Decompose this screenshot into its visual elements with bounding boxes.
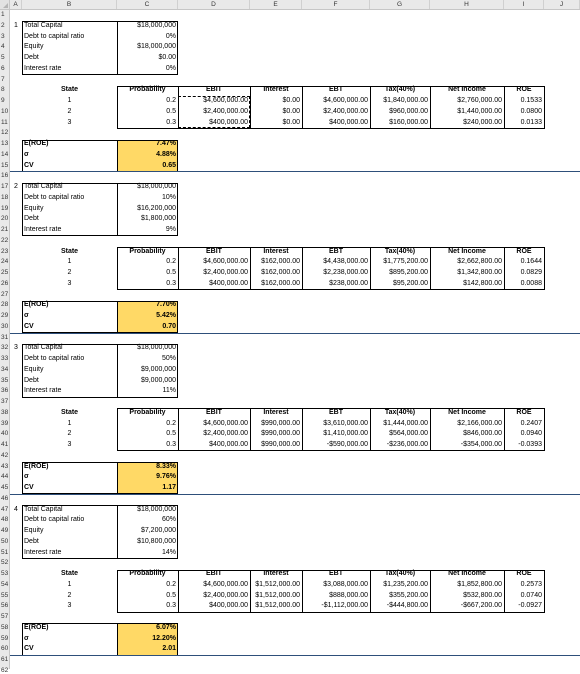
scenario-separator [10,494,580,495]
row-header-41[interactable]: 41 [1,441,9,448]
select-all-corner[interactable] [0,0,10,9]
stat-value[interactable]: 0.70 [162,322,176,330]
ebt-header[interactable]: EBT [329,247,343,255]
stat-label[interactable]: σ [24,312,29,319]
ebt-header[interactable]: EBT [329,408,343,416]
stat-label[interactable]: E(ROE) [24,623,49,631]
interest-value[interactable]: $1,512,000.00 [255,580,300,588]
stat-label[interactable]: E(ROE) [24,301,49,309]
ebit-header[interactable]: EBIT [206,570,222,577]
tax-value[interactable]: $895,200.00 [389,269,428,276]
row-header-49[interactable]: 49 [1,527,9,534]
net-income-header[interactable]: Net Income [448,570,486,577]
ebit-value[interactable]: $400,000.00 [209,118,248,126]
ebit-value[interactable]: $2,400,000.00 [203,269,248,276]
state-value[interactable]: 2 [67,107,72,115]
interest-header[interactable]: Interest [263,247,289,255]
stat-label[interactable]: E(ROE) [24,462,49,470]
input-label[interactable]: Interest rate [24,64,62,72]
input-label[interactable]: Interest rate [24,387,62,395]
interest-value[interactable]: $162,000.00 [261,269,300,276]
row-header-18[interactable]: 18 [1,193,9,201]
state-value[interactable]: 3 [67,118,72,126]
column-header-a[interactable]: A [10,0,22,9]
row-header-26[interactable]: 26 [1,279,9,287]
row-header-6[interactable]: 6 [1,64,5,72]
column-header-g[interactable]: G [370,0,430,9]
ebit-header[interactable]: EBIT [206,247,222,255]
scenario-number[interactable]: 4 [14,505,18,513]
tax-value[interactable]: $564,000.00 [389,430,428,438]
ebit-value[interactable]: $400,000.00 [209,279,248,287]
row-header-43[interactable]: 43 [1,462,9,470]
stat-value[interactable]: 0.65 [162,161,176,169]
column-header-f[interactable]: F [302,0,370,9]
input-value[interactable]: 10% [161,193,176,201]
input-label[interactable]: Debt to capital ratio [24,193,85,201]
stat-value[interactable]: 1.17 [162,484,176,491]
net-income-value[interactable]: $846,000.00 [463,430,502,438]
input-label[interactable]: Equity [24,527,44,534]
probability-value[interactable]: 0.2 [166,419,176,427]
probability-header[interactable]: Probability [129,570,166,577]
net-income-value[interactable]: $1,440,000.00 [457,107,502,115]
row-header-4[interactable]: 4 [1,43,5,51]
probability-header[interactable]: Probability [129,408,166,416]
input-label[interactable]: Equity [24,43,44,51]
scenario-number[interactable]: 1 [14,21,18,29]
row-header-46[interactable]: 46 [1,494,9,502]
probability-value[interactable]: 0.3 [166,441,176,448]
roe-value[interactable]: 0.0800 [520,107,542,115]
interest-value[interactable]: $0.00 [282,97,300,104]
interest-value[interactable]: $990,000.00 [261,430,300,438]
ebit-value[interactable]: $2,400,000.00 [203,591,248,599]
state-value[interactable]: 2 [67,430,72,438]
ebt-header[interactable]: EBT [329,86,343,94]
row-header-40[interactable]: 40 [1,430,9,438]
stat-label[interactable]: CV [24,161,34,169]
interest-value[interactable]: $0.00 [282,118,300,126]
tax-header[interactable]: Tax(40%) [384,408,416,416]
ebit-header[interactable]: EBIT [206,86,222,94]
stat-value[interactable]: 4.88% [156,150,176,158]
state-value[interactable]: 1 [67,580,72,588]
input-value[interactable]: 14% [161,548,176,556]
roe-value[interactable]: 0.2407 [520,419,542,427]
roe-value[interactable]: 0.0133 [520,118,542,126]
state-value[interactable]: 2 [67,269,72,276]
input-value[interactable]: 60% [161,516,176,524]
column-header-b[interactable]: B [22,0,117,9]
roe-value[interactable]: 0.0088 [520,279,542,287]
net-income-value[interactable]: -$354,000.00 [460,441,502,448]
ebt-value[interactable]: $4,600,000.00 [323,97,368,104]
row-header-35[interactable]: 35 [1,376,9,384]
input-value[interactable]: $18,000,000 [137,43,176,51]
stat-value[interactable]: 6.07% [156,623,176,631]
input-label[interactable]: Debt to capital ratio [24,516,85,524]
probability-header[interactable]: Probability [129,86,166,94]
row-header-21[interactable]: 21 [1,226,9,233]
ebt-header[interactable]: EBT [329,570,343,577]
roe-value[interactable]: 0.0740 [520,591,542,599]
tax-value[interactable]: -$236,000.00 [386,441,428,448]
net-income-header[interactable]: Net Income [448,86,486,94]
state-value[interactable]: 1 [67,97,72,104]
row-header-45[interactable]: 45 [1,484,9,491]
tax-value[interactable]: -$444,800.00 [386,602,428,610]
input-value[interactable]: 50% [161,355,176,362]
row-header-57[interactable]: 57 [1,613,9,620]
input-value[interactable]: $18,000,000 [137,21,176,29]
probability-value[interactable]: 0.5 [166,591,176,599]
row-header-14[interactable]: 14 [1,150,9,158]
tax-value[interactable]: $355,200.00 [389,591,428,599]
roe-value[interactable]: 0.0829 [520,269,542,276]
row-header-55[interactable]: 55 [1,591,9,599]
tax-header[interactable]: Tax(40%) [384,247,416,255]
ebt-value[interactable]: $400,000.00 [329,118,368,126]
state-value[interactable]: 3 [67,441,72,448]
probability-value[interactable]: 0.2 [166,97,176,104]
row-header-15[interactable]: 15 [1,161,9,169]
input-label[interactable]: Interest rate [24,226,62,233]
net-income-value[interactable]: $142,800.00 [463,279,502,287]
ebit-value[interactable]: $2,400,000.00 [203,107,248,115]
interest-value[interactable]: $1,512,000.00 [255,591,300,599]
stat-value[interactable]: 12.20% [152,634,176,642]
row-header-39[interactable]: 39 [1,419,9,427]
scenario-number[interactable]: 3 [14,344,18,352]
row-header-29[interactable]: 29 [1,312,9,319]
ebt-value[interactable]: $2,400,000.00 [323,107,368,115]
row-header-33[interactable]: 33 [1,355,9,362]
row-header-19[interactable]: 19 [1,204,9,212]
row-header-20[interactable]: 20 [1,215,9,223]
scenario-separator [10,171,580,172]
stat-label[interactable]: σ [24,634,29,642]
tax-value[interactable]: $95,200.00 [392,279,428,287]
column-header-h[interactable]: H [430,0,504,9]
row-header-23[interactable]: 23 [1,247,9,255]
input-label[interactable]: Debt to capital ratio [24,355,85,362]
row-header-7[interactable]: 7 [1,75,5,83]
row-header-54[interactable]: 54 [1,580,9,588]
input-label[interactable]: Interest rate [24,548,62,556]
roe-value[interactable]: 0.1644 [520,258,542,266]
tax-value[interactable]: $1,840,000.00 [383,97,428,104]
ebt-value[interactable]: $238,000.00 [329,279,368,287]
net-income-value[interactable]: $240,000.00 [463,118,502,126]
row-header-28[interactable]: 28 [1,301,9,309]
input-value[interactable]: $18,000,000 [137,344,176,352]
roe-value[interactable]: 0.1533 [520,97,542,104]
stat-label[interactable]: CV [24,484,34,491]
stat-value[interactable]: 8.33% [156,462,176,470]
scenario-separator [10,333,580,334]
roe-header[interactable]: ROE [516,408,532,416]
column-header-j[interactable]: J [544,0,580,9]
state-header[interactable]: State [60,570,79,577]
ebit-value[interactable]: $4,600,000.00 [203,580,248,588]
input-label[interactable]: Total Capital [24,344,63,352]
input-label[interactable]: Debt [24,376,39,384]
row-header-22[interactable]: 22 [1,236,9,244]
ebt-value[interactable]: $3,088,000.00 [323,580,368,588]
net-income-value[interactable]: $1,852,800.00 [457,580,502,588]
row-header-11[interactable]: 11 [1,118,8,126]
input-value[interactable]: 0% [165,32,176,40]
ebit-header[interactable]: EBIT [206,408,222,416]
interest-header[interactable]: Interest [263,86,289,94]
row-header-50[interactable]: 50 [1,537,9,545]
state-value[interactable]: 1 [67,419,72,427]
row-header-31[interactable]: 31 [1,333,9,341]
net-income-header[interactable]: Net Income [448,408,486,416]
input-label[interactable]: Total Capital [24,21,63,29]
tax-header[interactable]: Tax(40%) [384,86,416,94]
row-header-17[interactable]: 17 [1,183,9,190]
tax-value[interactable]: $1,444,000.00 [383,419,428,427]
ebit-value[interactable]: $2,400,000.00 [203,430,248,438]
probability-value[interactable]: 0.2 [166,258,176,266]
row-header-51[interactable]: 51 [1,548,9,556]
stat-value[interactable]: 9.76% [156,473,176,481]
input-value[interactable]: $16,200,000 [137,204,176,212]
column-header-d[interactable]: D [178,0,250,9]
scenario-number[interactable]: 2 [14,183,18,190]
state-value[interactable]: 3 [67,279,72,287]
interest-header[interactable]: Interest [263,570,289,577]
row-header-27[interactable]: 27 [1,290,9,298]
ebit-value[interactable]: $4,600,000.00 [203,97,248,104]
ebit-value[interactable]: $4,600,000.00 [203,419,248,427]
row-header-5[interactable]: 5 [1,54,5,61]
net-income-value[interactable]: $2,166,000.00 [457,419,502,427]
probability-value[interactable]: 0.3 [166,279,176,287]
ebt-value[interactable]: $888,000.00 [329,591,368,599]
input-label[interactable]: Debt to capital ratio [24,32,85,40]
stat-value[interactable]: 5.42% [156,312,176,319]
tax-header[interactable]: Tax(40%) [384,570,416,577]
state-header[interactable]: State [60,408,79,416]
roe-header[interactable]: ROE [516,247,532,255]
net-income-header[interactable]: Net Income [448,247,486,255]
roe-header[interactable]: ROE [516,570,532,577]
probability-value[interactable]: 0.3 [166,118,176,126]
tax-value[interactable]: $1,775,200.00 [383,258,428,266]
ebt-value[interactable]: $2,238,000.00 [323,269,368,276]
tax-value[interactable]: $960,000.00 [389,107,428,115]
tax-value[interactable]: $1,235,200.00 [383,580,428,588]
row-header-53[interactable]: 53 [1,570,9,577]
row-header-34[interactable]: 34 [1,365,9,373]
row-header-1[interactable]: 1 [1,11,5,18]
stat-label[interactable]: σ [24,150,29,158]
row-header-60[interactable]: 60 [1,645,9,653]
input-value[interactable]: $1,800,000 [140,215,176,223]
input-label[interactable]: Total Capital [24,183,63,190]
input-value[interactable]: $9,000,000 [140,376,176,384]
ebt-value[interactable]: -$1,112,000.00 [321,602,368,610]
row-header-10[interactable]: 10 [1,107,9,115]
column-header-c[interactable]: C [117,0,178,9]
probability-value[interactable]: 0.5 [166,430,176,438]
ebt-value[interactable]: $4,438,000.00 [323,258,368,266]
input-value[interactable]: $7,200,000 [140,527,176,534]
input-value[interactable]: $18,000,000 [137,183,176,190]
input-label[interactable]: Equity [24,365,44,373]
column-header-i[interactable]: I [504,0,544,9]
input-label[interactable]: Debt [24,537,39,545]
roe-value[interactable]: -0.0393 [518,441,542,448]
stat-label[interactable]: CV [24,322,34,330]
row-header-59[interactable]: 59 [1,634,9,642]
input-value[interactable]: 11% [162,387,176,395]
row-header-38[interactable]: 38 [1,408,9,416]
stat-label[interactable]: E(ROE) [24,140,49,147]
scenario-separator [10,655,580,656]
row-header-44[interactable]: 44 [1,473,9,481]
ebit-value[interactable]: $400,000.00 [209,602,248,610]
input-value[interactable]: $10,800,000 [137,537,176,545]
row-header-9[interactable]: 9 [1,97,5,104]
roe-header[interactable]: ROE [516,86,532,94]
row-header-56[interactable]: 56 [1,602,9,610]
row-header-61[interactable]: 61 [1,656,9,663]
state-value[interactable]: 3 [67,602,72,610]
row-header-52[interactable]: 52 [1,559,9,567]
ebt-value[interactable]: $3,610,000.00 [323,419,368,427]
state-header[interactable]: State [60,247,79,255]
interest-value[interactable]: $162,000.00 [261,279,300,287]
input-label[interactable]: Total Capital [24,505,63,513]
net-income-value[interactable]: $1,342,800.00 [457,269,502,276]
row-header-16[interactable]: 16 [1,172,9,180]
ebit-value[interactable]: $400,000.00 [209,441,248,448]
row-header-25[interactable]: 25 [1,269,9,276]
input-value[interactable]: $0.00 [158,54,176,61]
row-header-47[interactable]: 47 [1,505,9,513]
interest-value[interactable]: $1,512,000.00 [255,602,300,610]
state-value[interactable]: 1 [67,258,72,266]
input-value[interactable]: 0% [165,64,176,72]
ebt-value[interactable]: $1,410,000.00 [323,430,368,438]
ebt-value[interactable]: -$590,000.00 [326,441,368,448]
stat-value[interactable]: 7.47% [156,140,176,147]
input-value[interactable]: $9,000,000 [140,365,176,373]
input-value[interactable]: $18,000,000 [137,505,176,513]
stat-label[interactable]: CV [24,645,34,653]
stat-value[interactable]: 2.01 [162,645,176,653]
row-header-8[interactable]: 8 [1,86,5,94]
input-label[interactable]: Debt [24,54,39,61]
row-header-58[interactable]: 58 [1,623,9,631]
ebit-value[interactable]: $4,600,000.00 [203,258,248,266]
row-header-37[interactable]: 37 [1,398,9,405]
input-value[interactable]: 9% [165,226,176,233]
row-header-48[interactable]: 48 [1,516,9,524]
net-income-value[interactable]: -$667,200.00 [460,602,502,610]
row-header-3[interactable]: 3 [1,32,5,40]
interest-value[interactable]: $162,000.00 [261,258,300,266]
interest-header[interactable]: Interest [263,408,289,416]
roe-value[interactable]: -0.0927 [518,602,542,610]
interest-value[interactable]: $990,000.00 [261,441,300,448]
row-header-30[interactable]: 30 [1,322,9,330]
row-header-13[interactable]: 13 [1,140,9,147]
row-header-2[interactable]: 2 [1,21,5,29]
stat-value[interactable]: 7.70% [156,301,176,309]
stat-label[interactable]: σ [24,473,29,481]
probability-header[interactable]: Probability [129,247,166,255]
net-income-value[interactable]: $532,800.00 [463,591,502,599]
probability-value[interactable]: 0.5 [166,269,176,276]
net-income-value[interactable]: $2,662,800.00 [457,258,502,266]
roe-value[interactable]: 0.0940 [520,430,542,438]
input-label[interactable]: Equity [24,204,44,212]
row-header-32[interactable]: 32 [1,344,9,352]
probability-value[interactable]: 0.2 [166,580,176,588]
row-header-42[interactable]: 42 [1,451,9,459]
row-header-12[interactable]: 12 [1,129,9,137]
row-header-62[interactable]: 62 [1,666,9,674]
tax-value[interactable]: $160,000.00 [389,118,428,126]
row-header-36[interactable]: 36 [1,387,9,395]
probability-value[interactable]: 0.3 [166,602,176,610]
column-header-e[interactable]: E [250,0,302,9]
state-header[interactable]: State [60,86,79,94]
interest-value[interactable]: $990,000.00 [261,419,300,427]
probability-value[interactable]: 0.5 [166,107,176,115]
roe-value[interactable]: 0.2573 [520,580,542,588]
net-income-value[interactable]: $2,760,000.00 [457,97,502,104]
row-header-24[interactable]: 24 [1,258,9,266]
state-value[interactable]: 2 [67,591,72,599]
interest-value[interactable]: $0.00 [282,107,300,115]
input-label[interactable]: Debt [24,215,39,223]
